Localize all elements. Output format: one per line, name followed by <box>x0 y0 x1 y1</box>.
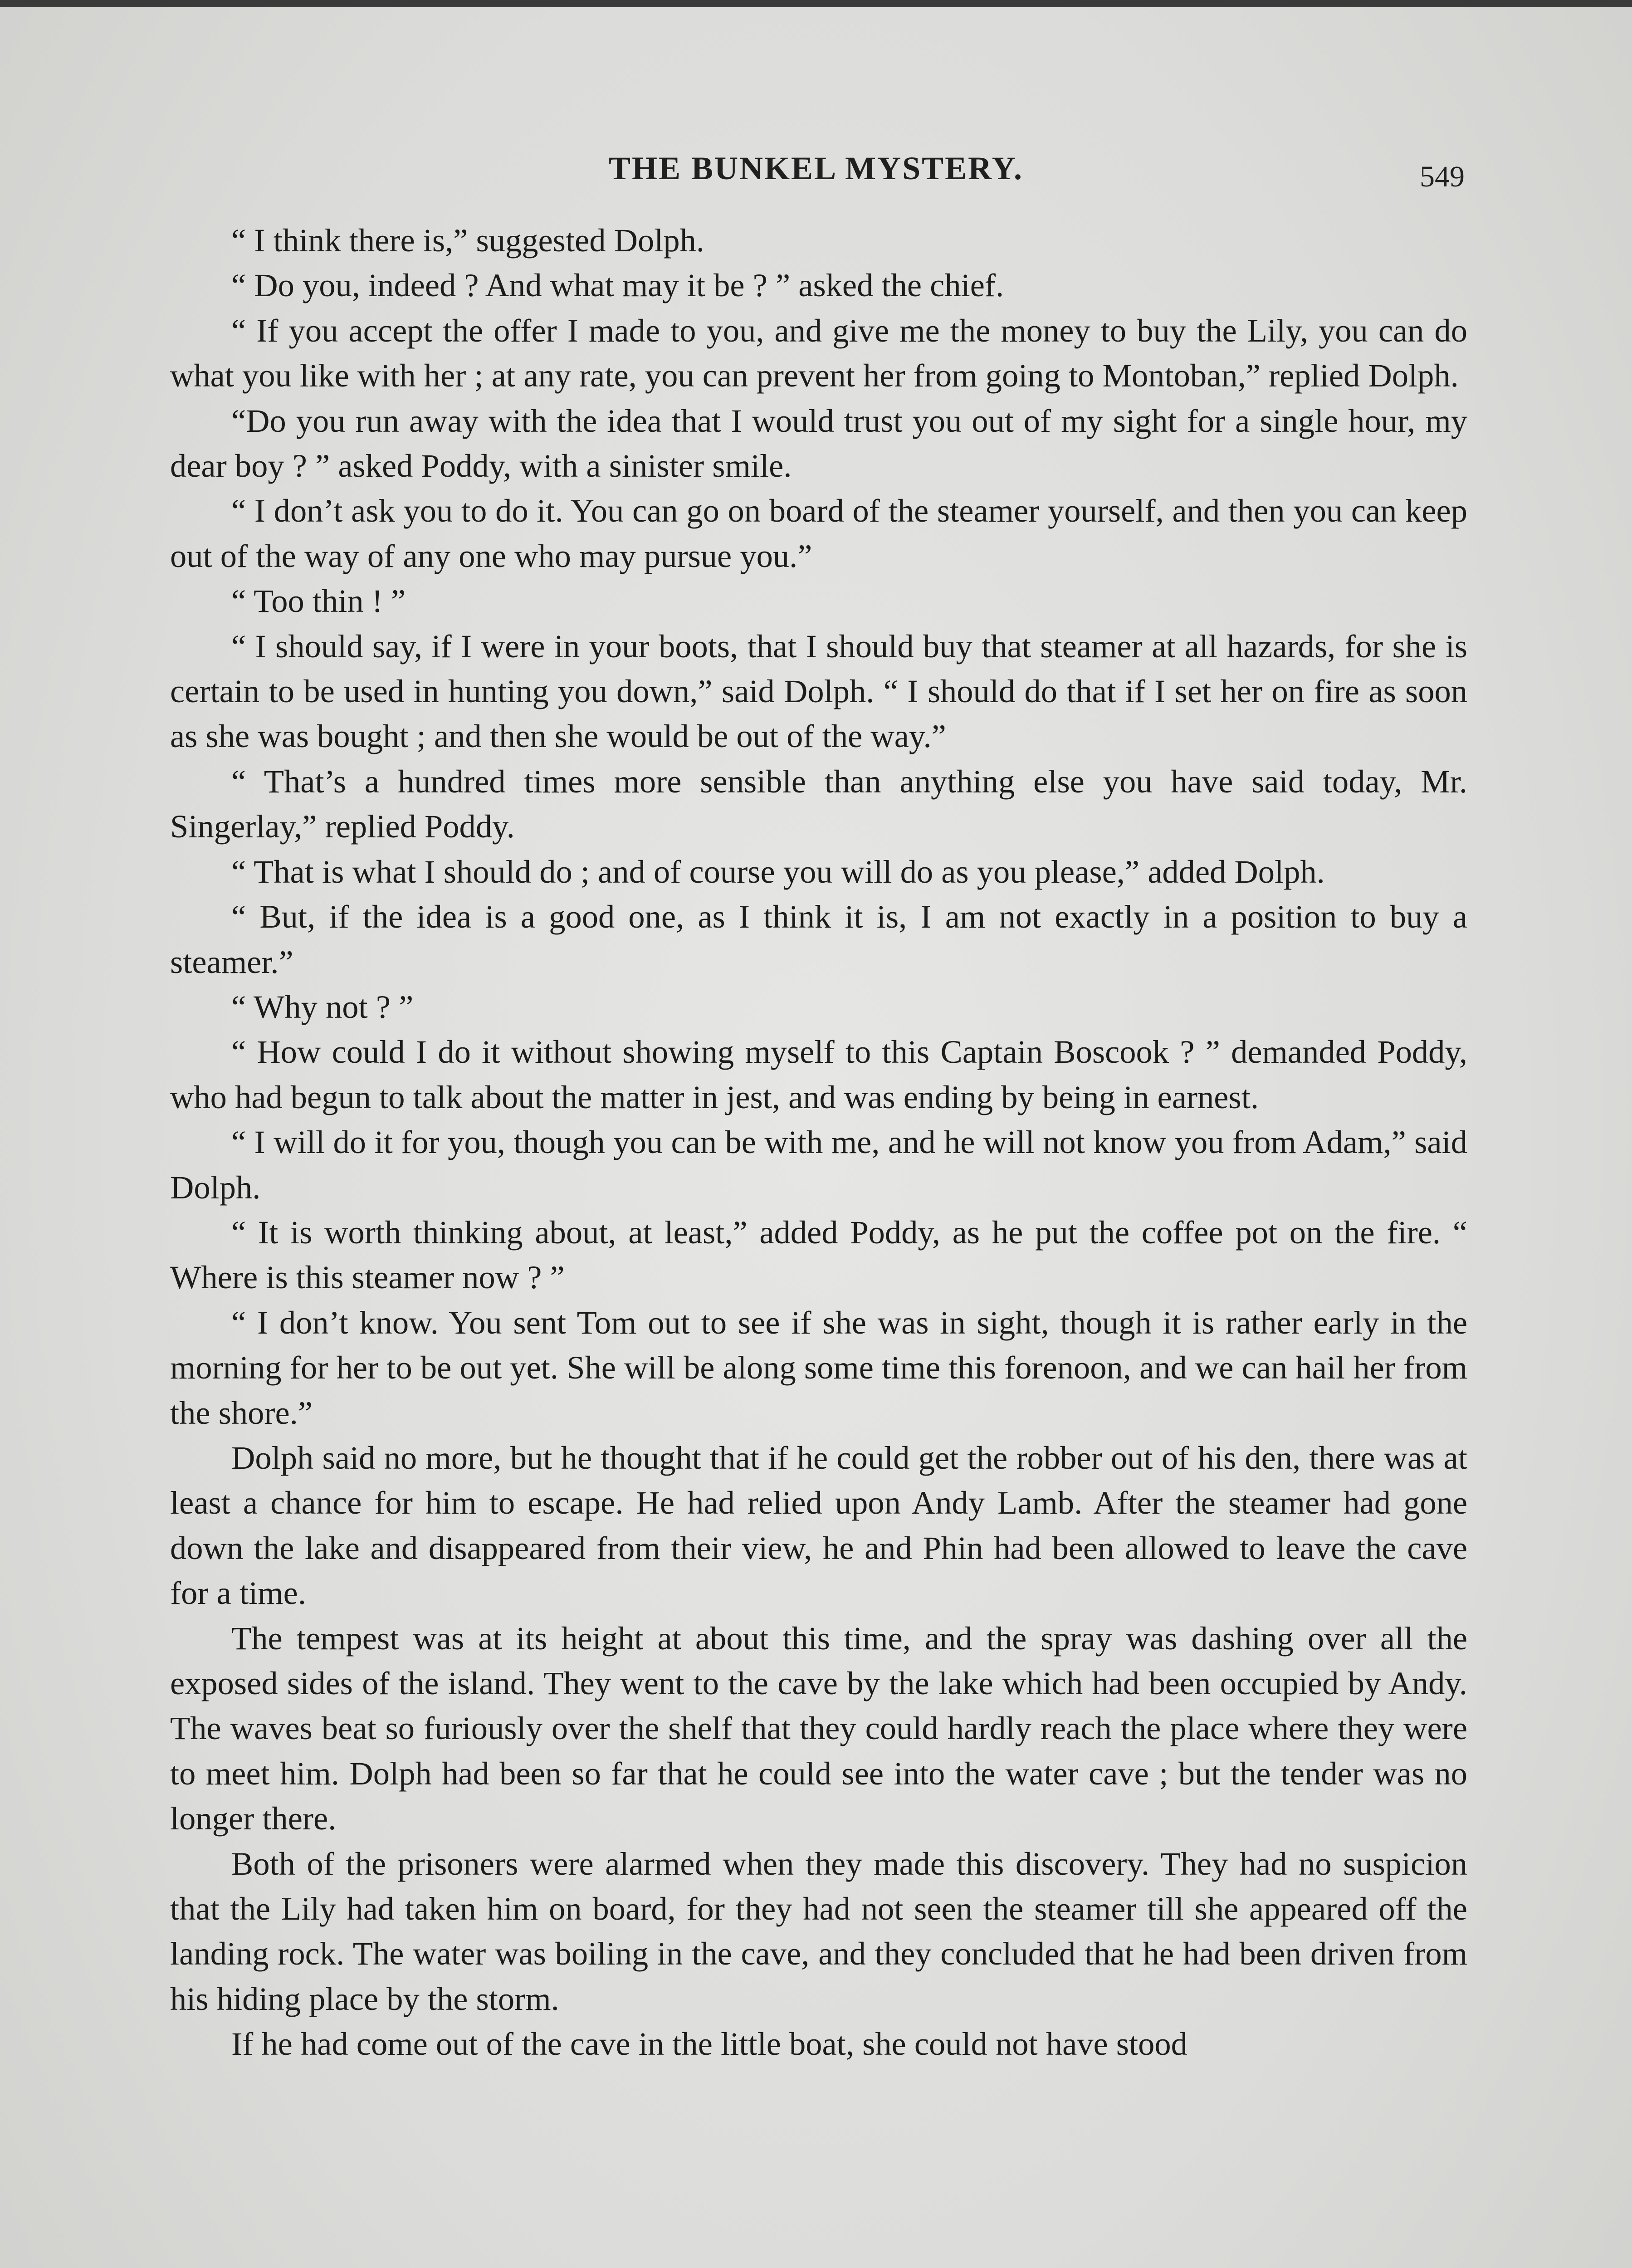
paragraph: Dolph said no more, but he thought that if he could get the robber out of his den, there was at least a chance for him to escape. He had relied upon Andy Lamb. After the steamer had gone down the lake and disappeared from their view, he and Phin had been allowed to leave the cave for a time. <box>170 1439 1467 1612</box>
paragraph: The tempest was at its height at about this time, and the spray was dashing over all the exposed sides of the island. They went to the cave by the lake which had been occupied by Andy. The waves beat so furiously over the shelf that they could hardly reach the place where they were to meet him. Dolph had been so far that he could see into the water cave ; but the tender was no longer there. <box>170 1619 1467 1837</box>
paragraph: “ It is worth thinking about, at least,” added Poddy, as he put the coffee pot on the fire. “ Where is this steamer now ? ” <box>170 1213 1467 1296</box>
paragraph: “ I will do it for you, though you can be with me, and he will not know you from Adam,” said Dolph. <box>170 1124 1467 1206</box>
paragraph: “ Why not ? ” <box>231 988 414 1025</box>
running-title: THE BUNKEL MYSTERY. <box>608 150 1024 186</box>
paragraph: “ I don’t ask you to do it. You can go on board of the steamer yourself, and then you can keep out of the way of any one who may pursue you.” <box>170 492 1467 574</box>
paragraph: “ That’s a hundred times more sensible than anything else you have said today, Mr. Singerlay,” replied Poddy. <box>170 763 1467 845</box>
page-top-edge <box>0 0 1632 7</box>
paragraph: “ I don’t know. You sent Tom out to see if she was in sight, though it is rather early in the morning for her to be out yet. She will be along some time this forenoon, and we can hail her from the shore.” <box>170 1304 1467 1431</box>
paragraph: “ How could I do it without showing myself to this Captain Boscook ? ” demanded Poddy, who had begun to talk about the matter in jest, and was ending by being in earnest. <box>170 1033 1467 1115</box>
paragraph: If he had come out of the cave in the little boat, she could not have stood <box>231 2025 1187 2063</box>
page-number: 549 <box>1420 160 1465 193</box>
paragraph: “ That is what I should do ; and of course you will do as you please,” added Dolph. <box>231 853 1325 890</box>
paragraph: “ If you accept the offer I made to you, and give me the money to buy the Lily, you can do what you like with her ; at any rate, you can prevent her from going to Montoban,” replied Dolph. <box>170 312 1467 394</box>
paragraph: “ Too thin ! ” <box>231 582 406 620</box>
paragraph: “ But, if the idea is a good one, as I think it is, I am not exactly in a position to buy a steamer.” <box>170 898 1467 980</box>
paragraph: “ I think there is,” suggested Dolph. <box>231 222 704 259</box>
paragraph: Both of the prisoners were alarmed when they made this discovery. They had no suspicion that the Lily had taken him on board, for they had not seen the steamer till she appeared off the landing rock. The water was boiling in the cave, and they concluded that he had been driven from his hiding place by the storm. <box>170 1845 1467 2017</box>
body-text <box>170 218 1467 2067</box>
paragraph: “Do you run away with the idea that I would trust you out of my sight for a single hour, my dear boy ? ” asked Poddy, with a sinister smile. <box>170 402 1467 484</box>
paragraph: “ I should say, if I were in your boots, that I should buy that steamer at all hazards, for she is certain to be used in hunting you down,” said Dolph. “ I should do that if I set her on fire as soon as she was bought ; and then she would be out of the way.” <box>170 627 1467 755</box>
paragraph: “ Do you, indeed ? And what may it be ? ” asked the chief. <box>231 267 1004 304</box>
